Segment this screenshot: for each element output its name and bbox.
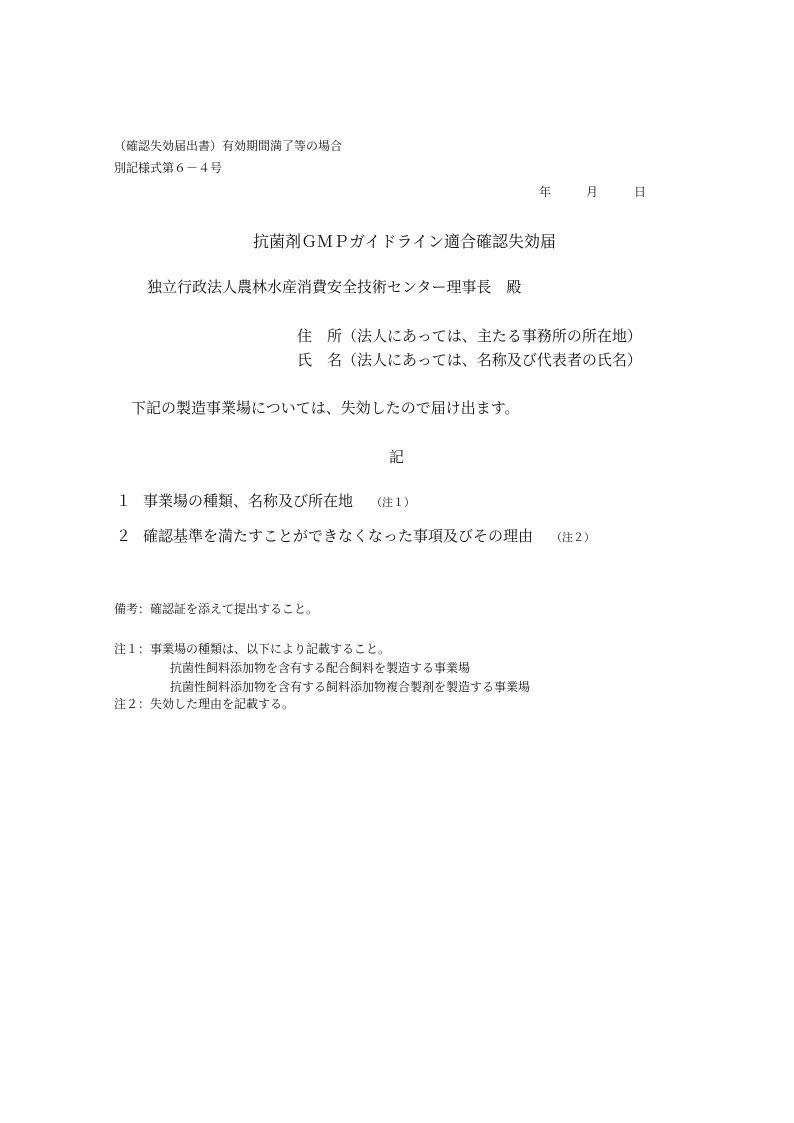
date-day-label: 日 bbox=[634, 185, 647, 199]
item-number: ２ bbox=[116, 527, 132, 545]
item-text: 事業場の種類、名称及び所在地 bbox=[143, 492, 354, 510]
note2: 注２：失効した理由を記載する。 bbox=[114, 697, 295, 711]
form-number: 別記様式第６－４号 bbox=[114, 161, 223, 175]
applicant-name bbox=[297, 353, 642, 368]
address-note: （法人にあっては、主たる事務所の所在地） bbox=[342, 327, 642, 345]
name-label: 氏 名 bbox=[297, 351, 343, 369]
note1-heading: 注１：事業場の種類は、以下により記載すること。 bbox=[114, 642, 391, 656]
item-text: 確認基準を満たすことができなくなった事項及びその理由 bbox=[143, 527, 534, 545]
statement-text: 下記の製造事業場については、失効したので届け出ます。 bbox=[131, 399, 520, 417]
remarks: 備考：確認証を添えて提出すること。 bbox=[114, 602, 319, 616]
name-note: （法人にあっては、名称及び代表者の氏名） bbox=[342, 351, 642, 369]
document-title: 抗菌剤ＧＭＰガイドライン適合確認失効届 bbox=[253, 232, 557, 251]
address-label: 住 所 bbox=[297, 327, 343, 345]
list-item bbox=[116, 494, 415, 509]
item-note: （注２） bbox=[551, 531, 596, 544]
note1-option: 抗菌性飼料添加物を含有する飼料添加物複合製剤を製造する事業場 bbox=[170, 680, 531, 694]
ki-heading: 記 bbox=[389, 448, 405, 466]
date-month-label: 月 bbox=[586, 185, 599, 199]
applicant-address bbox=[297, 329, 642, 344]
form-caption: （確認失効届出書）有効期間満了等の場合 bbox=[114, 139, 343, 153]
item-note: （注１） bbox=[371, 496, 416, 509]
item-number: １ bbox=[116, 492, 132, 510]
list-item bbox=[116, 529, 595, 544]
note1-option: 抗菌性飼料添加物を含有する配合飼料を製造する事業場 bbox=[170, 661, 471, 675]
date-year-label: 年 bbox=[539, 185, 552, 199]
addressee: 独立行政法人農林水産消費安全技術センター理事長 殿 bbox=[147, 278, 522, 296]
